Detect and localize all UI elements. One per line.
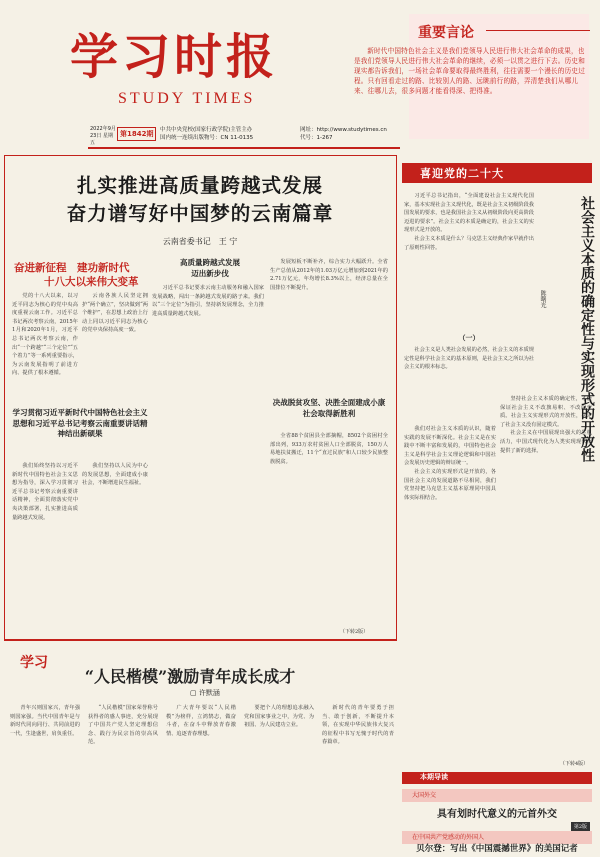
right-col-1-para-3: 社会主义是人类社会发展的必然，社会主义的本质规定性是科学社会主义的基本原则，是社会主义之所以为社会主义的根本标志。 [404,347,534,371]
issue-number: 第1842期 [117,127,156,141]
masthead-rule [88,147,400,149]
bottom-headline: “人民楷模”激励青年成长成才 [84,667,296,686]
lead-headline-line-1: 扎实推进高质量跨越式发展 [76,174,323,197]
serial-code: 国内统一连续出版物号：CN 11-0135 [160,135,254,141]
slogan-line-2: 十八大以来伟大变革 [44,276,139,288]
right-col-3 [500,395,592,760]
bottom-byline [190,688,220,698]
bottom-col-3-para: 广大青年要以“人民楷模”为榜样，立鸿鹄志，做奋斗者，在奋斗中释放青春激情、追逐青春理想。 [166,705,236,737]
masthead-title: 学习时报 [70,29,279,85]
lead-col-2-para: 我们始终坚持以习近平新时代中国特色社会主义思想为指导，深入学习贯彻习近平总书记考察云南重要讲话精神，全面贯彻落实党中央决策部署，扎实推进高质量跨越式发展。 [12,463,78,521]
right-col-1-para-2: 社会主义本质是什么？马克思主义经典作家早就作出了原则性回答。 [404,235,534,251]
right-section-number: （一） [458,333,480,342]
lead-col-1b-para: 云南各族人民坚定拥护“两个确立”，坚决做到“两个维护”，在思想上政治上行动上同以习近平同志为核心的党中央保持高度一致。 [82,293,148,334]
lead-col-2b [82,462,148,622]
lead-col-3 [152,284,264,622]
guide-item-1-headline[interactable]: 具有划时代意义的元首外交 [437,809,557,820]
lead-col-1b [82,292,148,402]
section-divider [4,640,397,641]
lead-col-2 [12,462,78,622]
bottom-col-2-para: “人民楷模”国家荣誉称号获得者的感人事迹，充分展现了中国共产党人坚定理想信念、践行为民宗旨的崇高风范。 [88,705,158,746]
guide-item-2-tag: 在中国共产党感动的外国人 [412,834,485,841]
bottom-col-4-para: 要把个人的理想追求融入党和国家事业之中，为党、为祖国、为人民建功立业。 [244,705,314,729]
lead-continued: （下转2版） [340,629,369,635]
right-headline: 社会主义本质的确定性与实现形式的开放性 [579,196,595,462]
lead-col-1-para: 党的十八大以来，以习近平同志为核心的党中央高度重视云南工作。习近平总书记两次考察云南，2015年1月和2020年1月，习近平总书记两次考察云南，作出“一个跨越”“三个定位”“五个着力”等一系列重要指示，为云南发展指明了前进方向、提供了根本遵循。 [12,293,78,377]
bottom-col-1-para: 青年兴则国家兴，青年强则国家强。当代中国青年是与新时代同向同行、共同前进的一代，生逢盛世，肩负重任。 [10,705,80,737]
lead-col-2b-para: 我们坚持以人民为中心的发展思想，全面建成小康社会，不断增进民生福祉。 [82,463,148,487]
lead-subhead-3: 决战脱贫攻坚、决胜全面建成小康社会取得新胜利 [272,398,386,418]
lead-headline [20,172,380,228]
lead-subhead-1: 高质量跨越式发展 迈出新步伐 [180,258,240,278]
lead-col-4-para-2: 全省88个贫困县全部摘帽，8502个贫困村全部出列，933万农村贫困人口全部脱贫，150万人易地扶贫搬迁，11个“直过民族”和人口较少民族整族脱贫。 [270,433,388,465]
guide-item-1-tag: 大国外交 [412,792,437,799]
bottom-author: 许默涵 [198,689,220,697]
bottom-col-5-para: 新时代的青年要勇于担当、敢于创新，不断提升本领，在实现中华民族伟大复兴的征程中书写无愧于时代的青春篇章。 [322,705,394,746]
right-col-2-para-2: 社会主义的实现形式是开放的，各国社会主义的发展道路不尽相同，我们党坚持把马克思主义基本原理同中国具体实际相结合。 [404,468,496,501]
column-logo: 学习 [20,655,48,671]
speech-title-rule [486,30,590,31]
postal-code: 代号：1-267 [300,135,333,141]
publisher: 中共中央党校(国家行政学院)主管主办 [160,127,253,133]
pen-icon: ▢ [190,689,197,697]
speech-text: 新时代中国特色社会主义是我们党领导人民进行伟大社会革命的成果，也是我们党领导人民进行伟大社会革命的继续，必须一以贯之进行下去。历史和现实都告诉我们，一场社会革命要取得最终胜利，往往需要一个漫长的历史过程。只有回看走过的路、比较别人的路、远眺前行的路，弄清楚我们从哪儿来、往哪儿去，很多问题才能看得深、把得准。 [354,47,585,95]
bottom-col-3 [166,704,236,849]
guide-item-1-page: 第2版 [571,822,590,831]
slogan-line-1: 奋进新征程 建功新时代 [14,262,130,274]
right-col-2 [404,425,496,760]
masthead-english-title: STUDY TIMES [118,90,256,107]
bottom-col-4 [244,704,314,849]
celebrate-banner-text: 喜迎党的二十大 [420,167,504,180]
bottom-col-1 [10,704,80,849]
right-col-3-para-2: 社会主义在中国展现出强大的生机活力，中国式现代化为人类实现现代化提供了新的选择。 [500,430,592,454]
lead-col-4-para-1: 发展短板不断补齐，综合实力大幅跃升。全省生产总值从2012年的1.03万亿元增加到2021年的2.71万亿元，年均增长8.3%以上，经济总量在全国排位不断提升。 [270,259,388,291]
right-continued: （下转4版） [560,761,589,767]
lead-byline: 云南省委书记 王 宁 [162,237,238,246]
publication-info-right [300,126,400,142]
guide-item-2-headline[interactable]: 贝尔登：写出《中国震撼世界》的美国记者 [416,844,578,854]
speech-title: 重要言论 [418,25,474,41]
lead-col-5 [270,432,388,622]
bottom-col-2 [88,704,158,849]
right-col-1-para-1: 习近平总书记指出，“全面建设社会主义现代化国家，基本实现社会主义现代化，既是社会主义初级阶段我国发展的要求，也是我国社会主义从初级阶段向更高阶段迈进的要求”。社会主义的本质是确定的，社会主义的实现形式是开放的。 [404,193,534,234]
bottom-col-5 [322,704,394,849]
right-col-2-para-1: 我们对社会主义本质的认识，随着实践的发展不断深化。社会主义是在实践中不断丰富和发展的，中国特色社会主义是科学社会主义理论逻辑和中国社会发展历史逻辑的辩证统一。 [404,426,496,467]
lead-col-1 [12,292,78,402]
lead-subhead-2: 学习贯彻习近平新时代中国特色社会主义思想和习近平总书记考察云南重要讲话精神结出新硕果 [12,408,148,438]
lead-col-4 [270,258,388,388]
right-col-3-para-1: 坚持社会主义本质的确定性，才能保证社会主义不改旗易帜、不改向变质。社会主义实现形式的开放性，决定了社会主义没有固定模式。 [500,396,592,428]
guide-label: 本期导读 [420,772,448,781]
lead-headline-line-2: 奋力谱写好中国梦的云南篇章 [66,202,334,225]
lead-col-3-para: 习近平总书记要求云南主动服务和融入国家发展战略，闯出一条跨越式发展的路子来。我们以“三个定位”为指引，坚持新发展理念，全力推进高质量跨越式发展。 [152,285,264,317]
website: 网址：http://www.studytimes.cn [300,127,387,133]
issue-date: 2022年9月23日 星期五 [90,126,116,146]
right-author: 陈曙光 [539,290,546,308]
